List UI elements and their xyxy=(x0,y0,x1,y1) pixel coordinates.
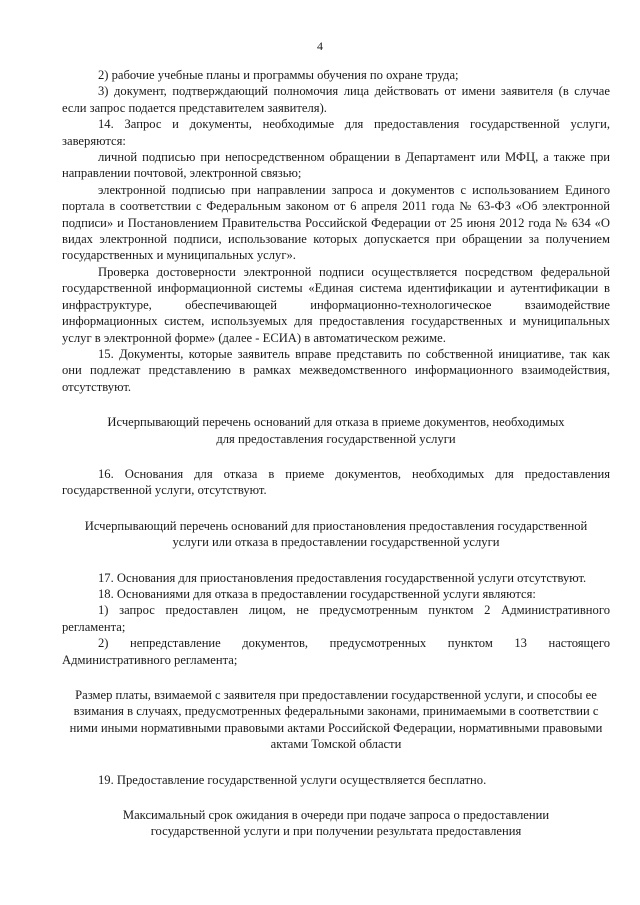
paragraph-item-2: 2) рабочие учебные планы и программы обучения по охране труда; xyxy=(98,68,459,82)
paragraph-item-3: 3) документ, подтверждающий полномочия лица действовать от имени заявителя (в случае если запрос подается представителем заявителя). xyxy=(62,84,610,115)
paragraph-19: 19. Предоставление государственной услуги осуществляется бесплатно. xyxy=(98,772,487,787)
section-heading-refusal-documents: Исчерпывающий перечень оснований для отказа в приеме документов, необходимых для предоставления государственной услуги xyxy=(107,415,565,446)
section-heading-waiting-time: Максимальный срок ожидания в очереди при подаче запроса о предоставлении государственной услуги и при получении результата предоставления xyxy=(122,808,550,839)
paragraph-14: 14. Запрос и документы, необходимые для предоставления государственной услуги, заверяются: xyxy=(62,117,610,148)
section-heading-suspension: Исчерпывающий перечень оснований для приостановления предоставления государственной услуги или отказа в предоставлении государственной услуги xyxy=(84,518,588,550)
paragraph-personal-signature: личной подписью при непосредственном обращении в Департамент или МФЦ, а также при направлении почтовой, электронной связью; xyxy=(62,150,610,181)
section-heading-fee: Размер платы, взимаемой с заявителя при предоставлении государственной услуги, и способы ее взимания в случаях, предусмотренных федеральными законами, принимаемыми в соответствии с ними иными нормативными правовыми актами Российской Федерации, нормативными правовыми актами Томской области xyxy=(69,688,603,752)
paragraph-15: 15. Документы, которые заявитель вправе представить по собственной инициативе, так как они подлежат представлению в рамках межведомственного информационного взаимодействия, отсутствуют. xyxy=(62,346,610,394)
paragraph-electronic-signature: электронной подписью при направлении запроса и документов с использованием Единого портала в соответствии с Федеральным законом от 6 апреля 2011 года № 63-ФЗ «Об электронной подписи» и Постановлением Правительства Российской Федерации от 25 июня 2012 года № 634 «О видах электронной подписи, использование которых допускается при обращении за получением государственных и муниципальных услуг». xyxy=(62,182,610,263)
paragraph-signature-verification: Проверка достоверности электронной подписи осуществляется посредством федеральной государственной информационной системы «Единая система идентификации и аутентификации в инфраструктуре, обеспечивающей информационно-технологическое взаимодействие информационных систем, используемых для предоставления государственных и муниципальных услуг в электронной форме» (далее - ЕСИА) в автоматическом режиме. xyxy=(62,264,610,345)
paragraph-17: 17. Основания для приостановления предоставления государственной услуги отсутствуют. xyxy=(98,570,587,585)
paragraph-18-item-2: 2) непредставление документов, предусмотренных пунктом 13 настоящего Административного регламента; xyxy=(62,636,610,667)
paragraph-16: 16. Основания для отказа в приеме документов, необходимых для предоставления государственной услуги, отсутствуют. xyxy=(62,466,610,498)
paragraph-18: 18. Основаниями для отказа в предоставлении государственной услуги являются: xyxy=(98,586,536,601)
document-body xyxy=(62,67,610,840)
page-number: 4 xyxy=(317,39,323,53)
paragraph-18-item-1: 1) запрос предоставлен лицом, не предусмотренным пунктом 2 Административного регламента; xyxy=(62,603,610,634)
